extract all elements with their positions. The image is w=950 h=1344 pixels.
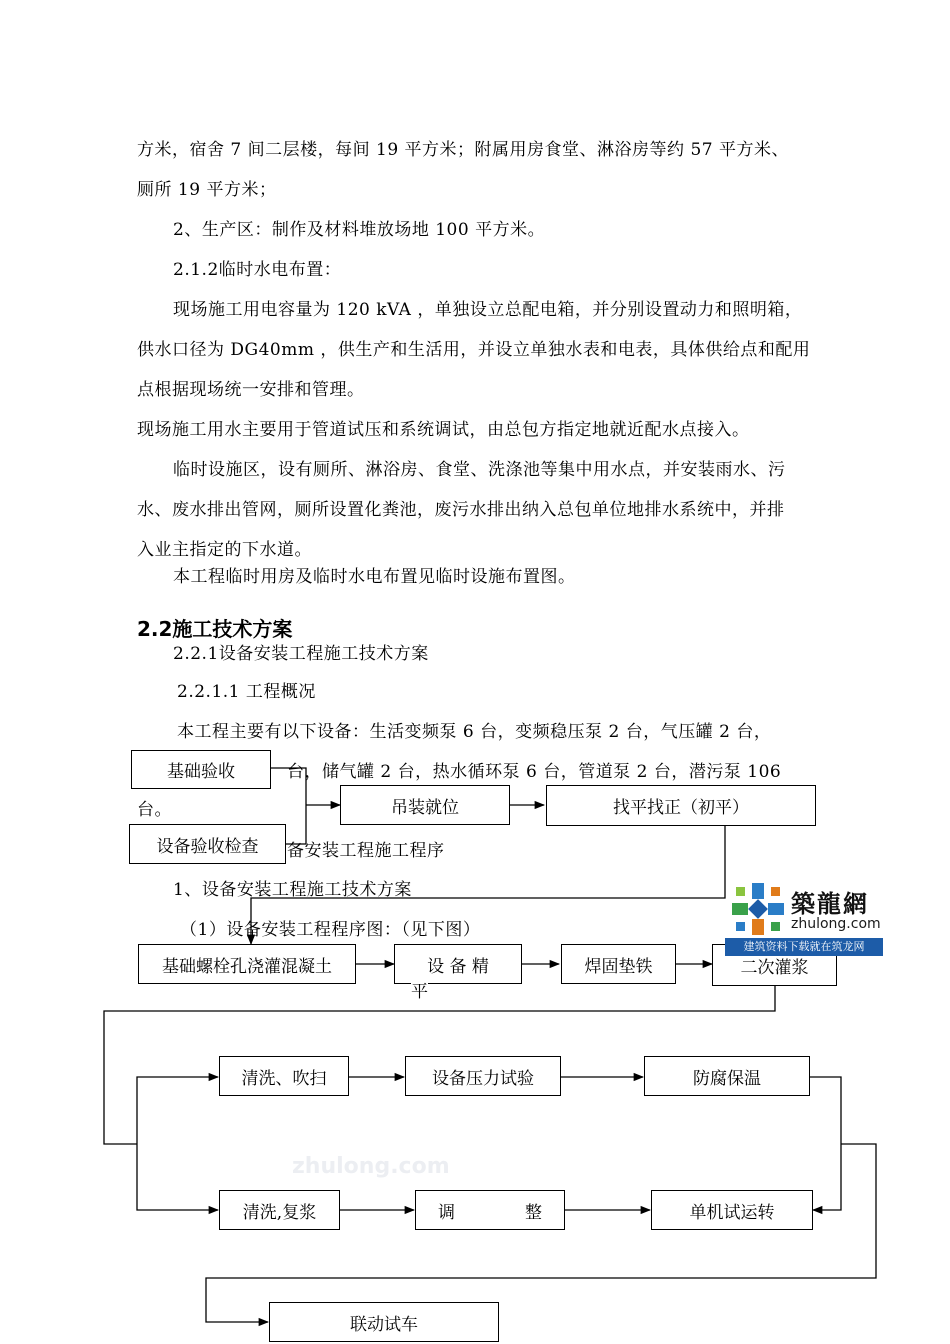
paragraph-line: 方米，宿舍 7 间二层楼，每间 19 平方米；附属用房食堂、淋浴房等约 57 平方米、 — [137, 140, 790, 160]
connector-arrow — [810, 1077, 841, 1210]
paragraph-line: 现场施工用电容量为 120 kVA ，单独设立总配电箱，并分别设置动力和照明箱， — [173, 300, 803, 320]
connector-arrow — [137, 1077, 218, 1144]
zhulong-logo — [725, 878, 883, 958]
flow-box-secondary-grouting: 二次灌浆 — [712, 944, 837, 986]
connector-arrow — [137, 1144, 218, 1210]
flow-box-adjustment — [415, 1190, 565, 1230]
logo-site: zhulong.com — [791, 916, 881, 932]
logo-slogan: 建筑资料下载就在筑龙网 — [725, 938, 883, 956]
paragraph-line: 台，储气罐 2 台，热水循环泵 6 台，管道泵 2 台，潜污泵 106 — [287, 762, 782, 782]
subsection-title: 2.2.1.1 工程概况 — [177, 682, 316, 702]
paragraph-line: 临时设施区，设有厕所、淋浴房、食堂、洗涤池等集中用水点，并安装雨水、污 — [173, 460, 786, 480]
paragraph-line: 水、废水排出管网，厕所设置化粪池，废污水排出纳入总包单位地排水系统中，并排 — [137, 500, 785, 520]
flow-box-leveling: 找平找正（初平） — [546, 785, 816, 826]
flow-box-weld-shims: 焊固垫铁 — [561, 944, 676, 984]
paragraph-line: （1）设备安装工程程序图：（见下图） — [180, 920, 481, 940]
subsection-title: 2.2.1设备安装工程施工技术方案 — [173, 644, 429, 664]
connector-line — [286, 805, 306, 844]
flow-box-label: 调 — [438, 1202, 455, 1223]
flow-box-bolt-grouting: 基础螺栓孔浇灌混凝土 — [138, 944, 356, 984]
flow-box-foundation-acceptance: 基础验收 — [131, 750, 271, 789]
watermark: zhulong.com — [292, 1154, 450, 1179]
paragraph-line: 备安装工程施工程序 — [287, 841, 445, 861]
paragraph-line: 供水口径为 DG40mm ，供生产和生活用，并设立单独水表和电表，具体供给点和配用 — [137, 340, 811, 360]
flow-box-label: 整 — [525, 1202, 542, 1223]
section-heading: 2.2施工技术方案 — [137, 617, 293, 641]
snowflake-logo-icon — [727, 880, 789, 938]
paragraph-line: 厕所 19 平方米； — [137, 180, 277, 200]
paragraph-line: 本工程临时用房及临时水电布置见临时设施布置图。 — [173, 567, 576, 587]
flow-box-pressure-test: 设备压力试验 — [405, 1056, 561, 1096]
paragraph-line: 2、生产区：制作及材料堆放场地 100 平方米。 — [173, 220, 546, 240]
flow-box-fine-leveling — [394, 944, 522, 1002]
paragraph-line: 入业主指定的下水道。 — [137, 540, 312, 560]
flow-box-cleaning-blowing: 清洗、吹扫 — [219, 1056, 349, 1096]
flow-box-equipment-inspection: 设备验收检查 — [129, 824, 286, 864]
flow-box-joint-trial-run: 联动试车 — [269, 1302, 499, 1342]
flow-box-label-overflow: 平 — [411, 977, 428, 1002]
flow-box-anticorrosion-insulation: 防腐保温 — [644, 1056, 810, 1096]
connector-arrow — [251, 826, 725, 944]
paragraph-line: 2.1.2临时水电布置： — [173, 260, 342, 280]
flow-box-hoisting: 吊装就位 — [340, 785, 510, 825]
connector-line — [271, 768, 306, 805]
paragraph-line: 本工程主要有以下设备：生活变频泵 6 台，变频稳压泵 2 台，气压罐 2 台， — [177, 722, 772, 742]
logo-name: 築龍網 — [791, 890, 869, 918]
paragraph-line: 现场施工用水主要用于管道试压和系统调试，由总包方指定地就近配水点接入。 — [137, 420, 750, 440]
paragraph-line: 1、设备安装工程施工技术方案 — [173, 880, 412, 900]
paragraph-line: 点根据现场统一安排和管理。 — [137, 380, 365, 400]
paragraph-line: 台。 — [137, 800, 172, 820]
flow-box-cleaning-recheck: 清洗,复浆 — [219, 1190, 340, 1230]
flow-box-single-trial-run: 单机试运转 — [651, 1190, 813, 1230]
flow-box-label: 设 备 精 — [427, 956, 489, 977]
